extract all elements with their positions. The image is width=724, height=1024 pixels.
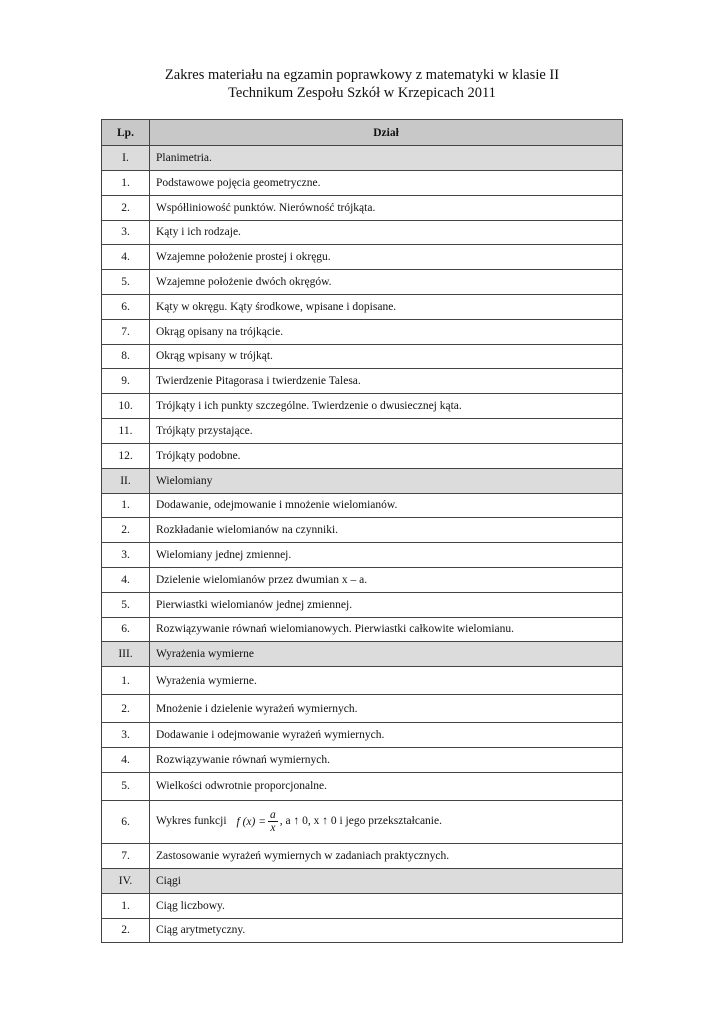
row-number: 6. [102,294,150,319]
section-row [102,146,623,171]
fraction-numerator: a [270,809,276,822]
formula-lhs: f (x) = [236,815,266,828]
table-row [102,695,623,723]
row-number: 1. [102,493,150,518]
table-row [102,294,623,319]
row-number: 2. [102,518,150,543]
title-line-1: Zakres materiału na egzamin poprawkowy z matematyki w klasie II [164,67,560,83]
row-number: 2. [102,918,150,943]
table-row [102,443,623,468]
row-number: 5. [102,772,150,800]
topic-text: Okrąg wpisany w trójkąt. [150,344,623,369]
section-row [102,468,623,493]
table-row [102,893,623,918]
header-dzial: Dział [150,120,623,146]
row-number: III. [102,642,150,667]
header-lp: Lp. [102,120,150,146]
section-row [102,642,623,667]
row-number: 9. [102,369,150,394]
table-row [102,748,623,773]
row-number: I. [102,146,150,171]
table-row [102,319,623,344]
table-row [102,220,623,245]
topic-text: Wielkości odwrotnie proporcjonalne. [150,772,623,800]
topic-text: Dzielenie wielomianów przez dwumian x – a. [150,567,623,592]
table-row [102,592,623,617]
row-number: 3. [102,543,150,568]
row-number: 5. [102,592,150,617]
topic-text: Ciąg liczbowy. [150,893,623,918]
formula-text-before: Wykres funkcji [156,815,227,828]
row-number: 1. [102,171,150,196]
table-row [102,800,623,843]
row-number: II. [102,468,150,493]
table-row [102,723,623,748]
table-row [102,772,623,800]
table-row [102,567,623,592]
table-row [102,195,623,220]
table-body [102,146,623,943]
syllabus-table [101,119,623,943]
row-number: 3. [102,220,150,245]
topic-text: Kąty w okręgu. Kąty środkowe, wpisane i dopisane. [150,294,623,319]
row-number: 11. [102,418,150,443]
topic-text: Ciąg arytmetyczny. [150,918,623,943]
section-title: Planimetria. [150,146,623,171]
row-number: 1. [102,893,150,918]
topic-text: Podstawowe pojęcia geometryczne. [150,171,623,196]
section-title: Wyrażenia wymierne [150,642,623,667]
table-row [102,418,623,443]
topic-text: Wzajemne położenie prostej i okręgu. [150,245,623,270]
row-number: 2. [102,695,150,723]
table-row [102,843,623,868]
table-row [102,369,623,394]
table-row [102,270,623,295]
topic-text: Pierwiastki wielomianów jednej zmiennej. [150,592,623,617]
section-row [102,868,623,893]
row-number: 2. [102,195,150,220]
topic-text: Rozkładanie wielomianów na czynniki. [150,518,623,543]
topic-text: Współliniowość punktów. Nierówność trójkąta. [150,195,623,220]
row-number: 6. [102,800,150,843]
topic-text: Trójkąty przystające. [150,418,623,443]
table-row [102,344,623,369]
topic-text: Dodawanie, odejmowanie i mnożenie wielomianów. [150,493,623,518]
row-number: 5. [102,270,150,295]
section-title: Ciągi [150,868,623,893]
row-number: 6. [102,617,150,642]
topic-text: Trójkąty podobne. [150,443,623,468]
topic-text: Rozwiązywanie równań wielomianowych. Pierwiastki całkowite wielomianu. [150,617,623,642]
row-number: 8. [102,344,150,369]
title-line-2: Technikum Zespołu Szkół w Krzepicach 2011 [228,85,496,101]
row-number: 3. [102,723,150,748]
row-number: 4. [102,567,150,592]
formula-fraction [268,809,278,834]
topic-text: Wielomiany jednej zmiennej. [150,543,623,568]
table-row [102,543,623,568]
row-number: 4. [102,748,150,773]
row-number: 10. [102,394,150,419]
topic-text: Rozwiązywanie równań wymiernych. [150,748,623,773]
row-number: 12. [102,443,150,468]
table-header-row [102,120,623,146]
table-row [102,171,623,196]
topic-text [150,800,623,843]
row-number: 1. [102,667,150,695]
topic-text: Okrąg opisany na trójkącie. [150,319,623,344]
topic-text: Wzajemne położenie dwóch okręgów. [150,270,623,295]
topic-text: Trójkąty i ich punkty szczególne. Twierdzenie o dwusiecznej kąta. [150,394,623,419]
table-row [102,617,623,642]
table-row [102,394,623,419]
row-number: 4. [102,245,150,270]
table-row [102,918,623,943]
row-number: IV. [102,868,150,893]
fraction-denominator: x [270,822,276,835]
section-title: Wielomiany [150,468,623,493]
topic-text: Kąty i ich rodzaje. [150,220,623,245]
topic-text: Zastosowanie wyrażeń wymiernych w zadaniach praktycznych. [150,843,623,868]
topic-text: Twierdzenie Pitagorasa i twierdzenie Talesa. [150,369,623,394]
table-row [102,245,623,270]
document-title [0,66,724,102]
row-number: 7. [102,319,150,344]
row-number: 7. [102,843,150,868]
topic-text: Wyrażenia wymierne. [150,667,623,695]
table-row [102,518,623,543]
table-row [102,493,623,518]
formula-text-after: , a ↑ 0, x ↑ 0 i jego przekształcanie. [279,815,442,828]
topic-text: Mnożenie i dzielenie wyrażeń wymiernych. [150,695,623,723]
table-row [102,667,623,695]
topic-text: Dodawanie i odejmowanie wyrażeń wymiernych. [150,723,623,748]
